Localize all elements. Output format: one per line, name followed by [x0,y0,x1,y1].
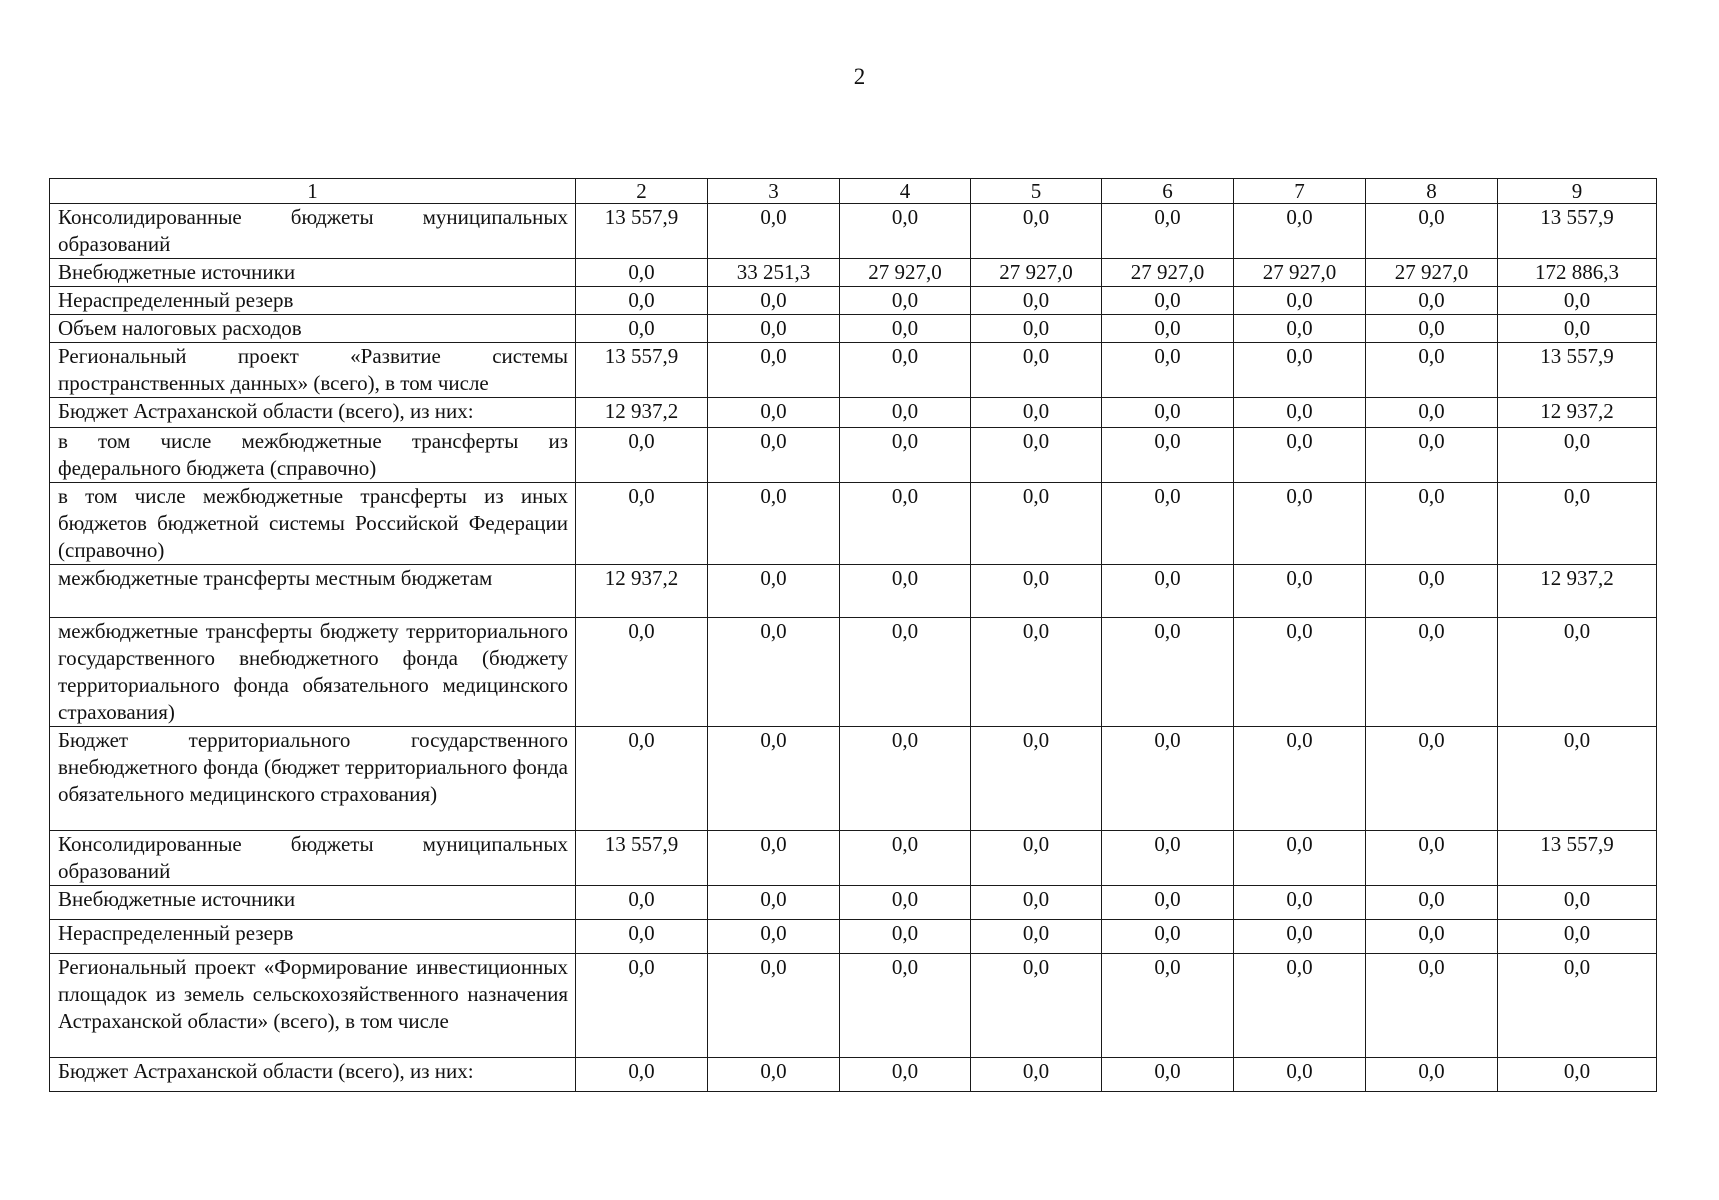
cell-value: 0,0 [708,287,840,315]
table-row [50,727,1657,831]
table-row [50,204,1657,259]
cell-value: 0,0 [1234,954,1366,1058]
cell-value: 0,0 [1234,618,1366,727]
row-label: в том числе межбюджетные трансферты из федерального бюджета (справочно) [50,428,576,483]
cell-value: 0,0 [1234,204,1366,259]
table-row [50,954,1657,1058]
cell-value: 0,0 [1366,428,1498,483]
cell-value: 0,0 [576,287,708,315]
cell-value: 0,0 [1234,831,1366,886]
cell-value: 0,0 [1498,483,1657,565]
cell-value: 0,0 [840,886,971,920]
cell-value: 0,0 [1234,920,1366,954]
cell-value: 0,0 [1366,343,1498,398]
cell-value: 0,0 [1366,287,1498,315]
cell-value: 0,0 [1234,1058,1366,1092]
cell-value: 0,0 [971,920,1102,954]
cell-value: 0,0 [1498,1058,1657,1092]
cell-value: 13 557,9 [576,343,708,398]
cell-value: 0,0 [708,886,840,920]
cell-value: 0,0 [1102,398,1234,428]
cell-value: 0,0 [1102,727,1234,831]
cell-value: 0,0 [971,398,1102,428]
row-label: Объем налоговых расходов [50,315,576,343]
cell-value: 0,0 [1366,483,1498,565]
cell-value: 0,0 [971,886,1102,920]
table-row [50,398,1657,428]
cell-value: 0,0 [1234,886,1366,920]
cell-value: 0,0 [708,204,840,259]
cell-value: 0,0 [708,315,840,343]
cell-value: 0,0 [1366,315,1498,343]
cell-value: 0,0 [1366,398,1498,428]
cell-value: 0,0 [1498,920,1657,954]
column-number-row [50,179,1657,204]
cell-value: 13 557,9 [1498,343,1657,398]
column-number: 7 [1234,179,1366,204]
cell-value: 0,0 [1498,727,1657,831]
cell-value: 13 557,9 [1498,831,1657,886]
page-number: 2 [853,64,866,89]
cell-value: 0,0 [1234,483,1366,565]
cell-value: 0,0 [840,565,971,618]
column-number: 8 [1366,179,1498,204]
cell-value: 0,0 [1102,483,1234,565]
cell-value: 12 937,2 [1498,398,1657,428]
cell-value: 0,0 [971,204,1102,259]
row-label: межбюджетные трансферты бюджету территориального государственного внебюджетного фонда (бюджету территориального фонда обязательного медицинского страхования) [50,618,576,727]
cell-value: 0,0 [576,886,708,920]
cell-value: 0,0 [1234,287,1366,315]
cell-value: 12 937,2 [1498,565,1657,618]
cell-value: 0,0 [1102,565,1234,618]
table-row [50,259,1657,287]
cell-value: 0,0 [1498,428,1657,483]
cell-value: 0,0 [1498,315,1657,343]
cell-value: 0,0 [1102,618,1234,727]
cell-value: 0,0 [1102,831,1234,886]
cell-value: 0,0 [840,315,971,343]
cell-value: 0,0 [1366,618,1498,727]
row-label: Региональный проект «Развитие системы пространственных данных» (всего), в том числе [50,343,576,398]
cell-value: 0,0 [1234,565,1366,618]
cell-value: 0,0 [840,204,971,259]
row-label: в том числе межбюджетные трансферты из иных бюджетов бюджетной системы Российской Федерации (справочно) [50,483,576,565]
cell-value: 0,0 [1102,1058,1234,1092]
table-row [50,315,1657,343]
cell-value: 0,0 [971,618,1102,727]
cell-value: 0,0 [708,565,840,618]
cell-value: 27 927,0 [840,259,971,287]
cell-value: 0,0 [576,727,708,831]
table-row [50,483,1657,565]
budget-table [49,178,1657,1092]
cell-value: 0,0 [708,727,840,831]
cell-value: 12 937,2 [576,398,708,428]
cell-value: 172 886,3 [1498,259,1657,287]
cell-value: 0,0 [1234,428,1366,483]
cell-value: 0,0 [708,954,840,1058]
cell-value: 0,0 [576,315,708,343]
column-number: 1 [50,179,576,204]
cell-value: 0,0 [576,1058,708,1092]
row-label: Региональный проект «Формирование инвестиционных площадок из земель сельскохозяйственного назначения Астраханской области» (всего), в том числе [50,954,576,1058]
cell-value: 0,0 [708,483,840,565]
table-row [50,831,1657,886]
row-label: Бюджет Астраханской области (всего), из них: [50,1058,576,1092]
cell-value: 0,0 [576,920,708,954]
cell-value: 0,0 [1498,886,1657,920]
cell-value: 0,0 [1102,343,1234,398]
cell-value: 0,0 [971,727,1102,831]
row-label: Внебюджетные источники [50,259,576,287]
cell-value: 27 927,0 [971,259,1102,287]
cell-value: 13 557,9 [576,204,708,259]
cell-value: 0,0 [1366,1058,1498,1092]
cell-value: 0,0 [1366,954,1498,1058]
cell-value: 0,0 [840,727,971,831]
cell-value: 0,0 [1498,618,1657,727]
row-label: Бюджет территориального государственного внебюджетного фонда (бюджет территориального фонда обязательного медицинского страхования) [50,727,576,831]
column-number: 4 [840,179,971,204]
cell-value: 0,0 [1102,315,1234,343]
cell-value: 0,0 [1102,204,1234,259]
cell-value: 27 927,0 [1234,259,1366,287]
row-label: Консолидированные бюджеты муниципальных образований [50,204,576,259]
cell-value: 0,0 [1234,398,1366,428]
cell-value: 0,0 [708,343,840,398]
cell-value: 27 927,0 [1102,259,1234,287]
cell-value: 0,0 [1498,954,1657,1058]
cell-value: 27 927,0 [1366,259,1498,287]
cell-value: 0,0 [971,1058,1102,1092]
cell-value: 0,0 [1102,954,1234,1058]
cell-value: 0,0 [1234,727,1366,831]
cell-value: 0,0 [1366,204,1498,259]
table-row [50,618,1657,727]
cell-value: 0,0 [708,831,840,886]
cell-value: 0,0 [840,618,971,727]
cell-value: 0,0 [840,1058,971,1092]
cell-value: 33 251,3 [708,259,840,287]
cell-value: 0,0 [971,831,1102,886]
column-number: 6 [1102,179,1234,204]
cell-value: 0,0 [840,398,971,428]
cell-value: 0,0 [1102,428,1234,483]
table-row [50,1058,1657,1092]
cell-value: 13 557,9 [1498,204,1657,259]
cell-value: 0,0 [971,428,1102,483]
cell-value: 0,0 [576,259,708,287]
cell-value: 0,0 [708,398,840,428]
cell-value: 0,0 [971,565,1102,618]
cell-value: 0,0 [1102,920,1234,954]
column-number: 9 [1498,179,1657,204]
cell-value: 0,0 [1234,315,1366,343]
table-row [50,920,1657,954]
cell-value: 0,0 [708,920,840,954]
cell-value: 0,0 [971,287,1102,315]
cell-value: 0,0 [1234,343,1366,398]
cell-value: 0,0 [840,954,971,1058]
row-label: Нераспределенный резерв [50,920,576,954]
row-label: Нераспределенный резерв [50,287,576,315]
table-row [50,343,1657,398]
cell-value: 0,0 [840,428,971,483]
cell-value: 0,0 [840,483,971,565]
cell-value: 0,0 [1366,565,1498,618]
cell-value: 0,0 [708,428,840,483]
cell-value: 0,0 [708,1058,840,1092]
table-row [50,428,1657,483]
cell-value: 0,0 [840,343,971,398]
cell-value: 0,0 [840,287,971,315]
cell-value: 0,0 [971,343,1102,398]
cell-value: 0,0 [1366,886,1498,920]
cell-value: 0,0 [971,483,1102,565]
row-label: Внебюджетные источники [50,886,576,920]
column-number: 3 [708,179,840,204]
table-row [50,886,1657,920]
cell-value: 0,0 [1102,287,1234,315]
cell-value: 0,0 [576,428,708,483]
cell-value: 0,0 [971,954,1102,1058]
cell-value: 0,0 [1498,287,1657,315]
cell-value: 0,0 [971,315,1102,343]
cell-value: 0,0 [1102,886,1234,920]
cell-value: 0,0 [576,954,708,1058]
column-number: 5 [971,179,1102,204]
row-label: межбюджетные трансферты местным бюджетам [50,565,576,618]
cell-value: 0,0 [840,920,971,954]
row-label: Бюджет Астраханской области (всего), из них: [50,398,576,428]
cell-value: 0,0 [1366,831,1498,886]
cell-value: 0,0 [1366,727,1498,831]
cell-value: 0,0 [1366,920,1498,954]
row-label: Консолидированные бюджеты муниципальных образований [50,831,576,886]
cell-value: 0,0 [576,618,708,727]
column-number: 2 [576,179,708,204]
cell-value: 0,0 [708,618,840,727]
cell-value: 0,0 [576,483,708,565]
table-row [50,565,1657,618]
table-row [50,287,1657,315]
cell-value: 0,0 [840,831,971,886]
cell-value: 13 557,9 [576,831,708,886]
cell-value: 12 937,2 [576,565,708,618]
budget-table-body [50,179,1657,1092]
